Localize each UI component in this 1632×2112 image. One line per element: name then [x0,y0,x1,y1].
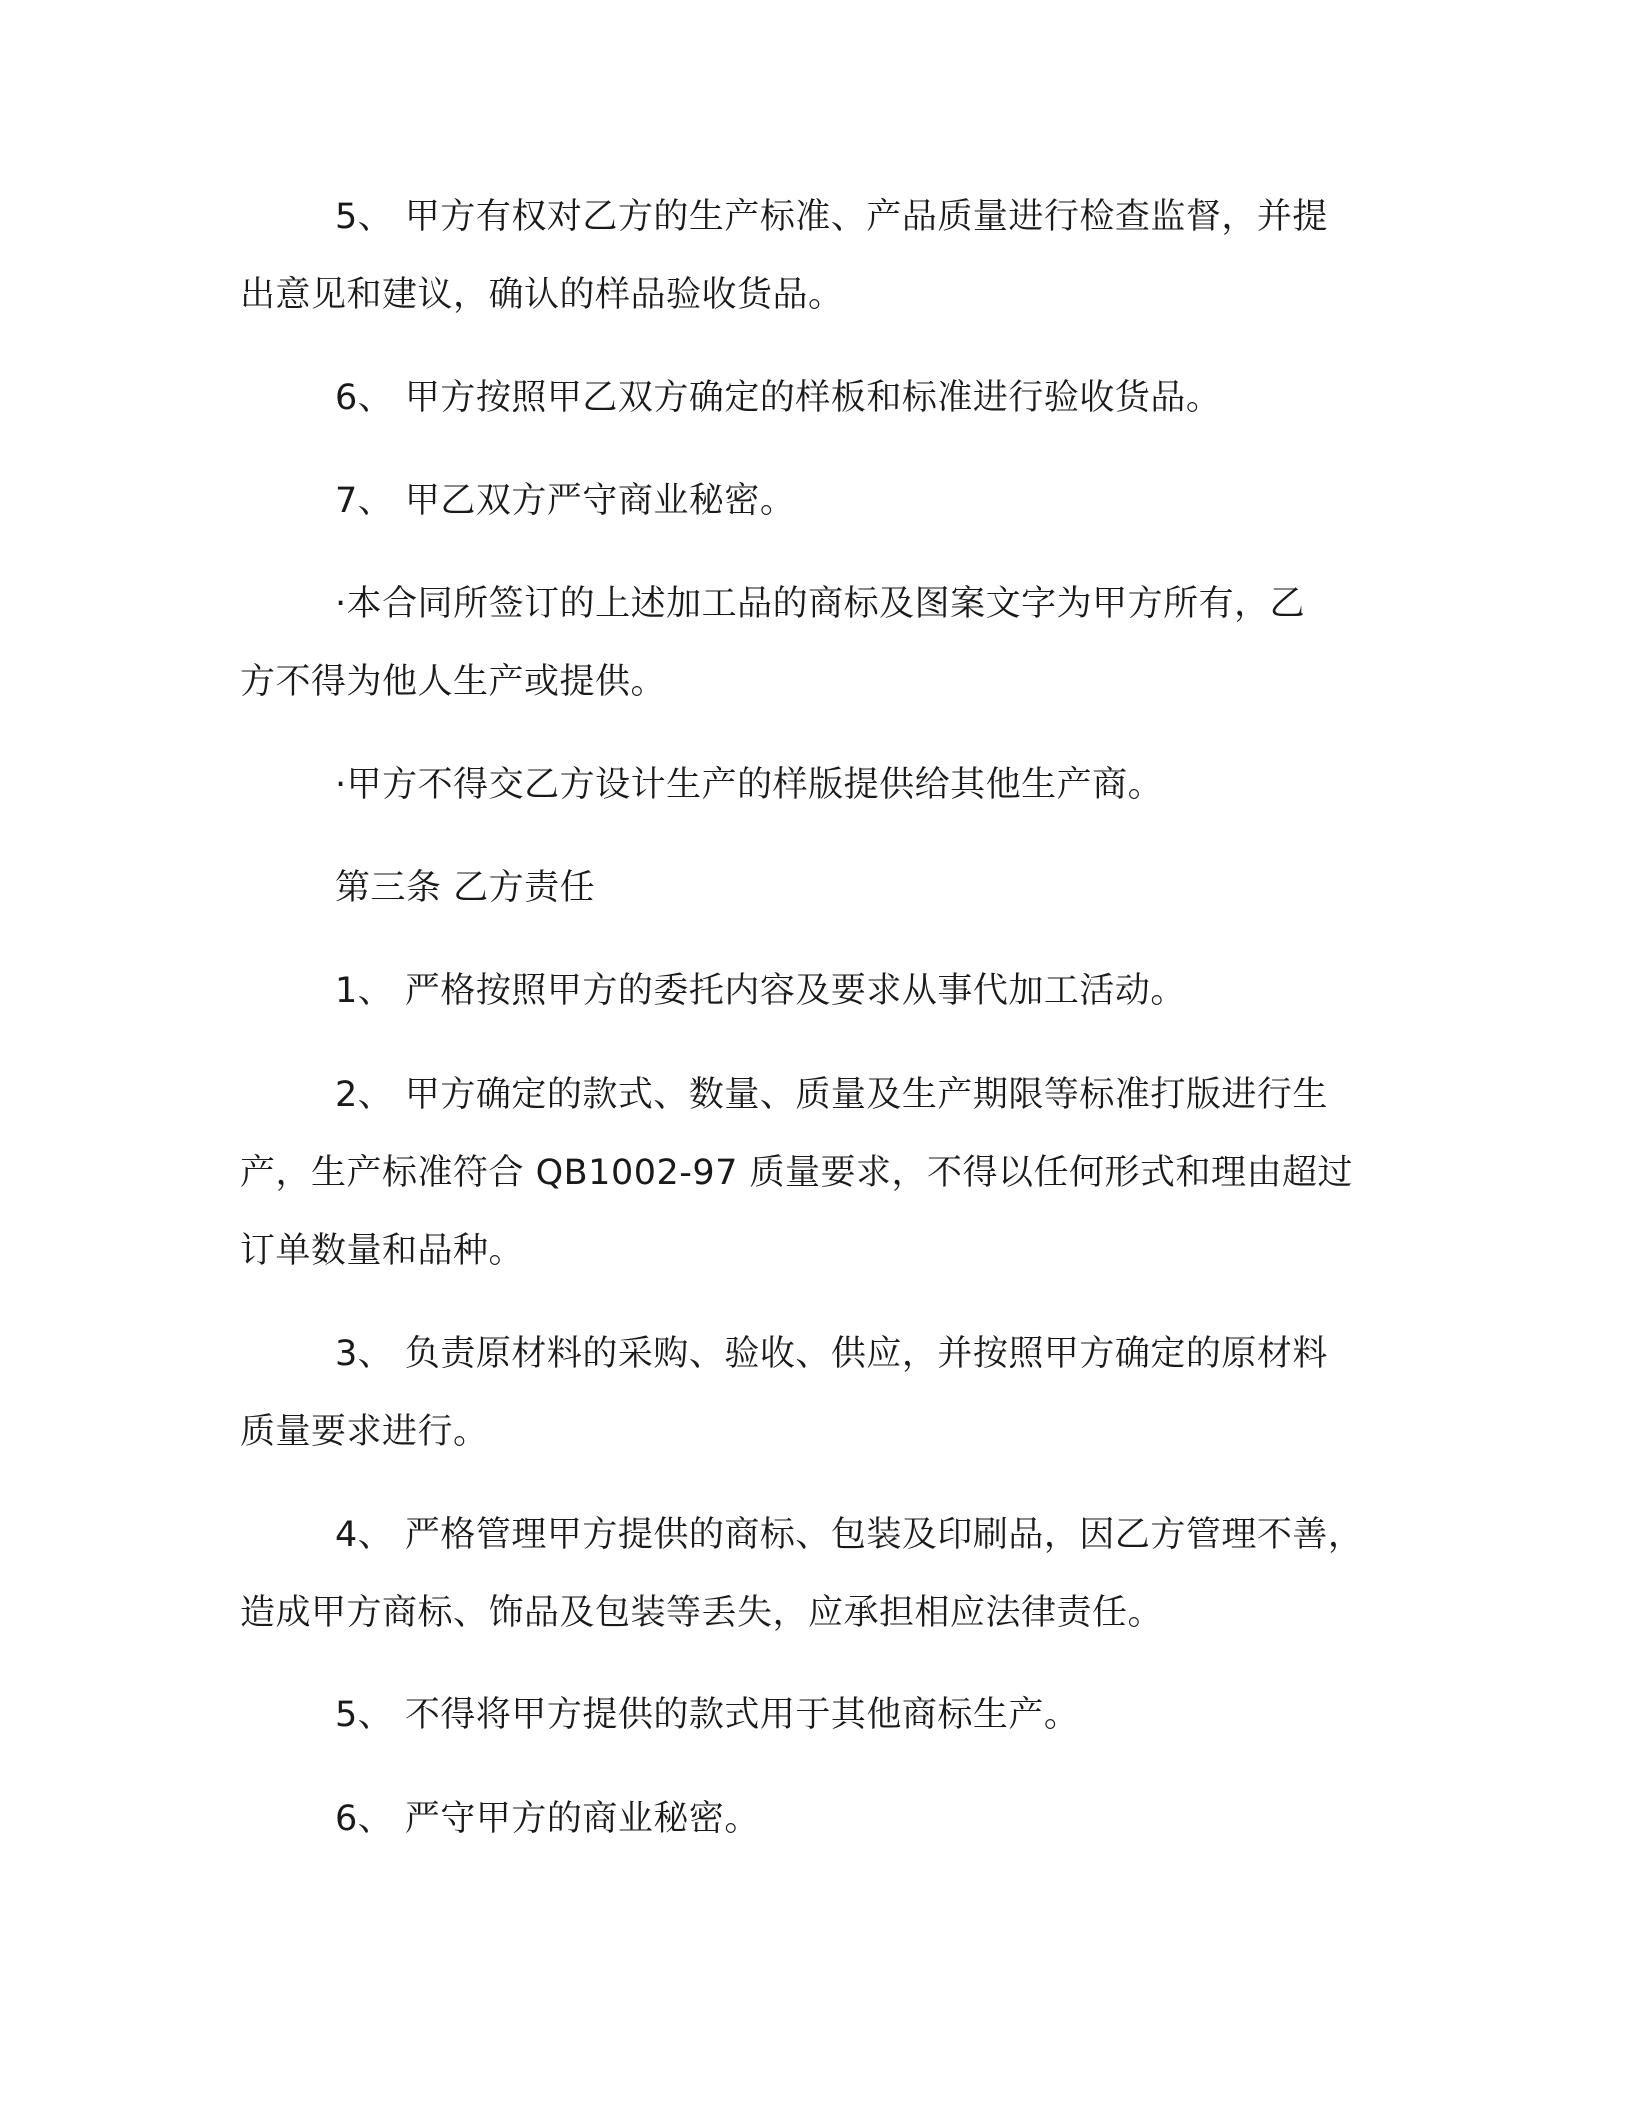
text-line: 4、 严格管理甲方提供的商标、包装及印刷品，因乙方管理不善， [335,1515,1364,1555]
clause-party-a-5 [240,178,1390,334]
text-line: ·甲方不得交乙方设计生产的样版提供给其他生产商。 [335,765,1164,805]
section-heading: 第三条 乙方责任 [335,868,596,908]
clause-party-a-6 [240,359,1390,437]
bullet-sample-confidentiality [240,746,1390,824]
text-line: 2、 甲方确定的款式、数量、质量及生产期限等标准打版进行生 [335,1075,1328,1115]
clause-party-b-2 [240,1056,1390,1290]
article-3-heading [240,849,1390,927]
text-line: 3、 负责原材料的采购、验收、供应，并按照甲方确定的原材料 [335,1334,1328,1374]
clause-party-b-5 [240,1676,1390,1754]
text-line: 5、 甲方有权对乙方的生产标准、产品质量进行检查监督，并提 [335,197,1328,237]
text-line: 5、 不得将甲方提供的款式用于其他商标生产。 [335,1695,1080,1735]
text-line: 6、 甲方按照甲乙双方确定的样板和标准进行验收货品。 [335,378,1222,418]
clause-party-b-1 [240,952,1390,1030]
text-line: 出意见和建议，确认的样品验收货品。 [240,275,844,315]
text-line: 造成甲方商标、饰品及包装等丢失，应承担相应法律责任。 [240,1593,1164,1633]
text-line: 订单数量和品种。 [240,1231,525,1271]
text-line: 1、 严格按照甲方的委托内容及要求从事代加工活动。 [335,971,1186,1011]
text-line: 产，生产标准符合 QB1002-97 质量要求，不得以任何形式和理由超过 [240,1153,1354,1193]
clause-party-b-4 [240,1496,1390,1652]
clause-party-b-6 [240,1780,1390,1858]
text-line: 方不得为他人生产或提供。 [240,662,667,702]
text-line: 6、 严守甲方的商业秘密。 [335,1799,760,1839]
clause-party-a-7 [240,462,1390,540]
text-line: ·本合同所签订的上述加工品的商标及图案文字为甲方所有，乙 [335,584,1306,624]
text-line: 质量要求进行。 [240,1412,489,1452]
clause-party-b-3 [240,1315,1390,1471]
bullet-trademark-ownership [240,565,1390,721]
text-line: 7、 甲乙双方严守商业秘密。 [335,481,796,521]
